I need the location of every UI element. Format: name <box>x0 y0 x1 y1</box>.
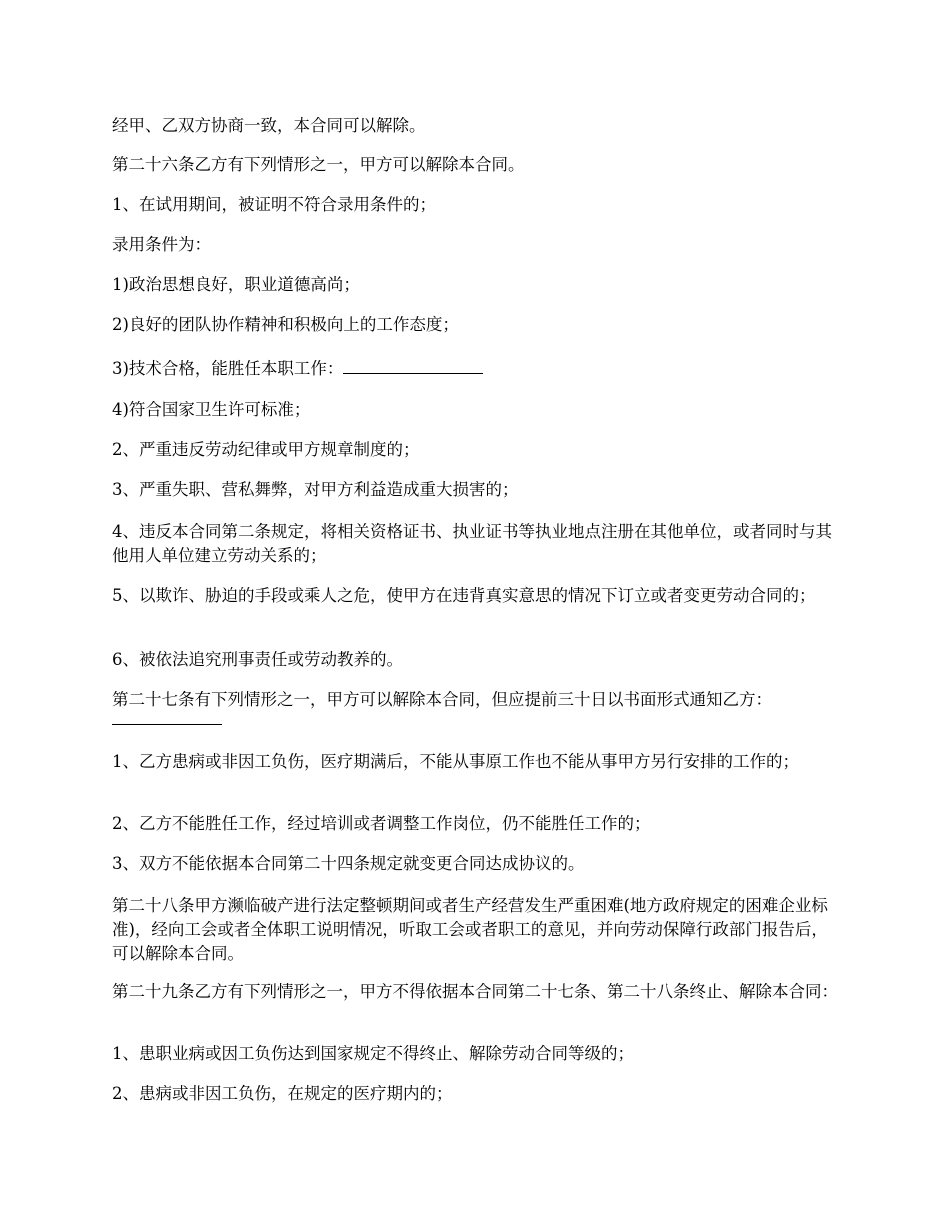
paragraph-with-blank <box>112 357 842 381</box>
paragraph: 第二十八条甲方濒临破产进行法定整顿期间或者生产经营发生严重困难(地方政府规定的困难企业标准)，经向工会或者全体职工说明情况，听取工会或者职工的意见，并向劳动保障行政部门报告后，可以解除本合同。 <box>112 896 828 963</box>
paragraph: 3、双方不能依据本合同第二十四条规定就变更合同达成协议的。 <box>112 854 585 873</box>
paragraph: 4)符合国家卫生许可标准； <box>112 400 311 419</box>
fill-in-blank <box>343 357 483 374</box>
paragraph: 2、患病或非因工负伤，在规定的医疗期内的； <box>112 1084 453 1103</box>
paragraph: 2)良好的团队协作精神和积极向上的工作态度； <box>112 315 459 334</box>
paragraph: 1、患职业病或因工负伤达到国家规定不得终止、解除劳动合同等级的； <box>112 1044 634 1063</box>
paragraph: 5、以欺诈、胁迫的手段或乘人之危，使甲方在违背真实意思的情况下订立或者变更劳动合同的； <box>112 586 816 605</box>
signature-line <box>112 724 222 725</box>
paragraph: 1、乙方患病或非因工负伤，医疗期满后，不能从事原工作也不能从事甲方另行安排的工作的； <box>112 752 799 771</box>
paragraph: 第二十七条有下列情形之一，甲方可以解除本合同，但应提前三十日以书面形式通知乙方： <box>112 690 772 709</box>
paragraph: 1)政治思想良好，职业道德高尚； <box>112 275 360 294</box>
paragraph: 录用条件为： <box>112 235 211 254</box>
paragraph: 经甲、乙双方协商一致，本合同可以解除。 <box>112 116 426 135</box>
paragraph: 2、乙方不能胜任工作，经过培训或者调整工作岗位，仍不能胜任工作的； <box>112 814 651 833</box>
paragraph: 2、严重违反劳动纪律或甲方规章制度的； <box>112 440 420 459</box>
paragraph: 1、在试用期间，被证明不符合录用条件的； <box>112 195 436 214</box>
paragraph: 3、严重失职、营私舞弊，对甲方利益造成重大损害的； <box>112 480 519 499</box>
paragraph: 第二十九条乙方有下列情形之一，甲方不得依据本合同第二十七条、第二十八条终止、解除本合同： <box>112 982 838 1001</box>
paragraph-text: 3)技术合格，能胜任本职工作： <box>112 359 344 378</box>
paragraph: 第二十六条乙方有下列情形之一，甲方可以解除本合同。 <box>112 155 525 174</box>
paragraph: 4、违反本合同第二条规定，将相关资格证书、执业证书等执业地点注册在其他单位，或者同时与其他用人单位建立劳动关系的； <box>112 522 832 565</box>
paragraph: 6、被依法追究刑事责任或劳动教养的。 <box>112 650 403 669</box>
